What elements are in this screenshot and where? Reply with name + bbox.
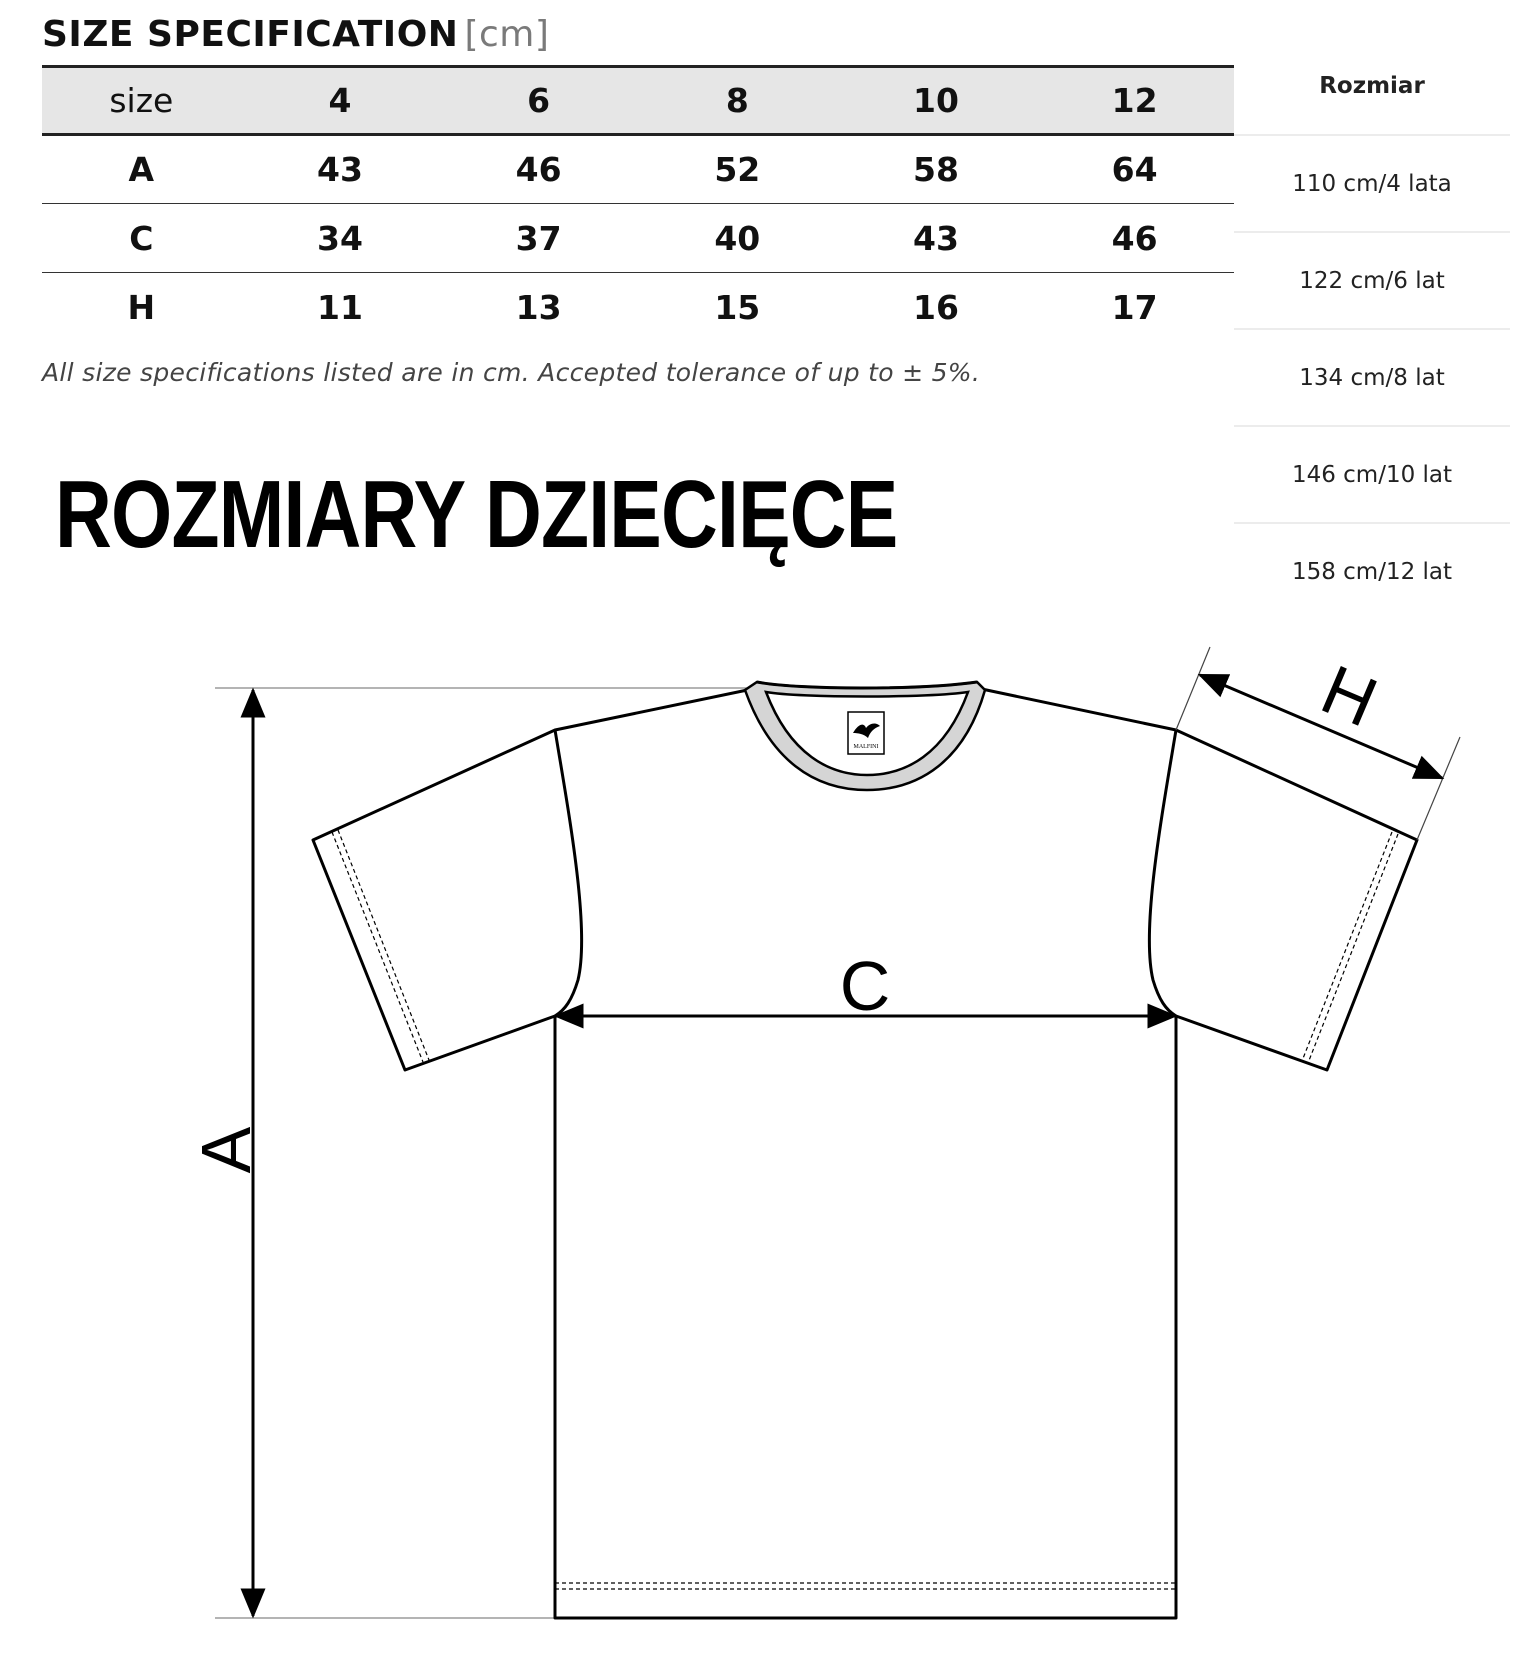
table-cell: 37	[515, 218, 562, 258]
tshirt-outline	[313, 688, 1417, 1618]
table-cell: 16	[912, 287, 959, 327]
spec-title-text: SIZE SPECIFICATION	[42, 14, 459, 55]
dimension-a-label: A	[187, 1126, 265, 1174]
tag-text: MALFINI	[853, 744, 879, 750]
table-cell: 64	[1111, 150, 1158, 189]
row-label: A	[128, 150, 155, 189]
table-cell: 43	[912, 218, 959, 258]
age-size-row: 122 cm/6 lat	[1234, 233, 1510, 330]
header-cell: 8	[725, 81, 749, 120]
table-cell: 46	[515, 150, 562, 189]
table-cell: 40	[714, 218, 761, 258]
table-cell: 52	[714, 150, 761, 189]
dimension-h-arrow	[1200, 675, 1442, 778]
table-cell: 34	[317, 218, 363, 258]
dimension-h-guide	[1417, 737, 1460, 840]
table-cell: 17	[1111, 287, 1158, 327]
header-cell: 4	[328, 81, 352, 120]
header-cell: size	[109, 81, 174, 120]
neck-label	[848, 712, 884, 754]
age-size-header: Rozmiar	[1234, 60, 1510, 136]
age-size-row: 134 cm/8 lat	[1234, 330, 1510, 427]
dimension-h-guide	[1176, 647, 1210, 730]
dimension-h-label: H	[1310, 650, 1388, 742]
page-title: ROZMIARY DZIECIĘCE	[55, 461, 898, 568]
age-size-row: 110 cm/4 lata	[1234, 136, 1510, 233]
table-cell: 43	[317, 150, 363, 189]
table-cell: 15	[714, 287, 761, 327]
table-cell: 11	[317, 287, 363, 327]
age-size-row: 158 cm/12 lat	[1291, 558, 1453, 585]
table-cell: 46	[1111, 218, 1158, 258]
table-cell: 58	[912, 150, 959, 189]
table-cell: 13	[515, 287, 562, 327]
spec-title-unit: [cm]	[464, 14, 550, 55]
header-cell: 10	[912, 81, 959, 120]
header-cell: 12	[1111, 81, 1158, 120]
age-size-row: 146 cm/10 lat	[1234, 427, 1510, 524]
header-cell: 6	[527, 81, 551, 120]
tolerance-note: All size specifications listed are in cm. Accepted tolerance of up to ± 5%.	[42, 358, 981, 387]
row-label: C	[129, 218, 154, 258]
row-label: H	[127, 287, 156, 327]
dimension-c-label: C	[839, 947, 891, 1025]
